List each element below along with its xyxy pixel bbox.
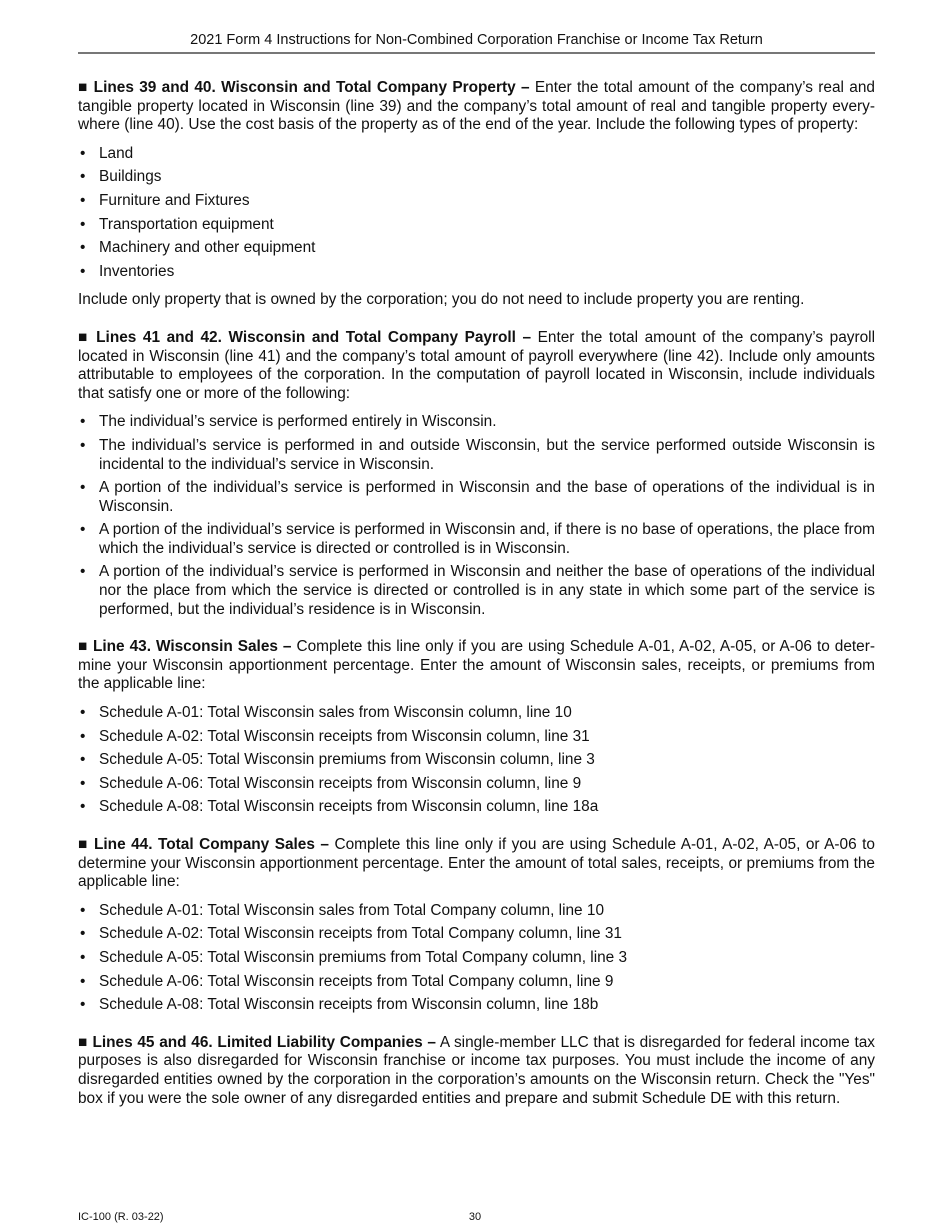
section-note: Include only property that is owned by the corporation; you do not need to include property you are renting. — [78, 291, 805, 309]
section-heading: ■ Lines 45 and 46. Limited Liability Companies – — [78, 1033, 436, 1051]
section-paragraph: ■ Lines 45 and 46. Limited Liability Companies – A single-member LLC that is disregarded for federal income tax purposes is also disregarded for Wisconsin franchise or income tax purposes. You must include the income of any disregarded entities owned by the corporation in the corporation’s amounts on the Wisconsin return. Check the "Yes" box if you were the sole owner of any disregarded entities and prepare and submit Schedule DE with this return. — [78, 1033, 875, 1107]
section-property — [78, 79, 875, 310]
section-llc — [78, 1034, 875, 1108]
list-item: • The individual’s service is performed entirely in Wisconsin. — [78, 413, 875, 432]
section-heading: ■ Line 44. Total Company Sales – — [78, 836, 329, 853]
list-item: • A portion of the individual’s service is performed in Wisconsin and the base of operations of the individual is in Wisconsin. — [78, 479, 875, 516]
list-item: • Buildings — [78, 168, 875, 187]
list-item: • Schedule A-02: Total Wisconsin receipts from Wisconsin column, line 31 — [78, 728, 875, 747]
list-item: • Schedule A-08: Total Wisconsin receipts from Wisconsin column, line 18a — [78, 798, 875, 817]
section-paragraph: ■ Lines 39 and 40. Wisconsin and Total Company Property – Enter the total amount of the company’s real and tangible property located in Wisconsin (line 39) and the company’s total amount of real and tangible property everywhere (line 40). Use the cost basis of the property as of the end of the year. Include the following types of property: — [78, 79, 875, 134]
list-item: • Furniture and Fixtures — [78, 192, 875, 211]
list-item: • A portion of the individual’s service is performed in Wisconsin and neither the base of operations of the individual nor the place from which the service is directed or controlled is in any state in which some part of the service is performed, but the individual’s residence is in Wisconsin. — [78, 563, 875, 619]
section-total-sales — [78, 836, 875, 1015]
list-item: • Schedule A-05: Total Wisconsin premiums from Total Company column, line 3 — [78, 949, 875, 968]
page-header: 2021 Form 4 Instructions for Non-Combined Corporation Franchise or Income Tax Return — [190, 32, 763, 48]
list-item: • Machinery and other equipment — [78, 239, 875, 258]
section-payroll — [78, 329, 875, 619]
section-heading: ■ Line 43. Wisconsin Sales – — [78, 638, 292, 656]
section-heading: ■ Lines 39 and 40. Wisconsin and Total Company Property – — [78, 79, 530, 96]
list-item: • The individual’s service is performed in and outside Wisconsin, but the service performed outside Wisconsin is incidental to the individual’s service in Wisconsin. — [78, 437, 875, 474]
list-item: • Land — [78, 145, 875, 164]
bullet-list — [78, 413, 875, 619]
bullet-list — [78, 145, 875, 282]
list-item: • Schedule A-08: Total Wisconsin receipts from Wisconsin column, line 18b — [78, 996, 875, 1015]
list-item: • Schedule A-02: Total Wisconsin receipts from Total Company column, line 31 — [78, 925, 875, 944]
list-item: • Schedule A-01: Total Wisconsin sales from Total Company column, line 10 — [78, 902, 875, 921]
list-item: • A portion of the individual’s service is performed in Wisconsin and, if there is no base of operations, the place from which the individual’s service is directed or controlled is in Wisconsin. — [78, 521, 875, 558]
footer-page-number: 30 — [468, 1211, 482, 1223]
list-item: • Transportation equipment — [78, 216, 875, 235]
list-item: • Schedule A-05: Total Wisconsin premiums from Wisconsin column, line 3 — [78, 751, 875, 770]
footer-form-id: IC-100 (R. 03-22) — [78, 1211, 164, 1223]
section-paragraph: ■ Line 43. Wisconsin Sales – Complete this line only if you are using Schedule A-01, A-02, A-05, or A-06 to determine your Wisconsin apportionment percentage. Enter the amount of Wisconsin sales, receipts, or premiums from the applicable line: — [78, 638, 875, 693]
document-body — [78, 79, 875, 1108]
section-heading: ■ Lines 41 and 42. Wisconsin and Total Company Payroll – — [78, 328, 532, 346]
header-divider — [78, 52, 875, 54]
section-wisconsin-sales — [78, 638, 875, 817]
section-paragraph: ■ Lines 41 and 42. Wisconsin and Total Company Payroll – Enter the total amount of the company’s payroll located in Wisconsin (line 41) and the company’s total amount of payroll everywhere (line 42). Include only amounts attributable to employees of the corporation. In the computation of payroll located in Wisconsin, include individuals that satisfy one or more of the following: — [78, 328, 875, 402]
list-item: • Inventories — [78, 263, 875, 282]
section-paragraph: ■ Line 44. Total Company Sales – Complete this line only if you are using Schedule A-01, A-02, A-05, or A-06 to determine your Wisconsin apportionment percentage. Enter the amount of total sales, receipts, or premiums from the applicable line: — [78, 836, 875, 891]
list-item: • Schedule A-06: Total Wisconsin receipts from Wisconsin column, line 9 — [78, 775, 875, 794]
list-item: • Schedule A-01: Total Wisconsin sales from Wisconsin column, line 10 — [78, 704, 875, 723]
bullet-list — [78, 704, 875, 817]
list-item: • Schedule A-06: Total Wisconsin receipts from Total Company column, line 9 — [78, 973, 875, 992]
bullet-list — [78, 902, 875, 1015]
